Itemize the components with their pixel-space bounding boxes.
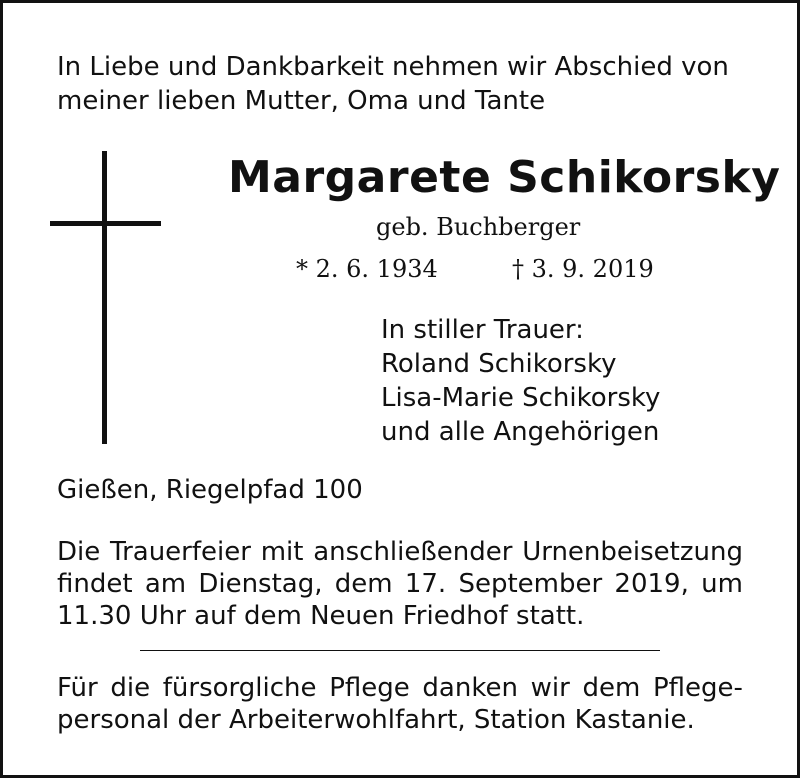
ceremony-line bbox=[57, 600, 743, 632]
word: dem bbox=[334, 569, 393, 599]
thanks-line bbox=[57, 704, 743, 736]
mourner-name: Lisa-Marie Schikorsky bbox=[381, 383, 661, 413]
mourners-relatives: und alle Angehörigen bbox=[381, 417, 660, 447]
divider-line bbox=[140, 650, 660, 651]
word: anschließender bbox=[313, 537, 513, 567]
word: danken bbox=[422, 673, 518, 703]
intro-line-1: In Liebe und Dankbarkeit nehmen wir Abschied von bbox=[57, 52, 729, 82]
word: die bbox=[110, 673, 151, 703]
ceremony-line bbox=[57, 568, 743, 600]
maiden-name: geb. Buchberger bbox=[376, 213, 581, 241]
word: Urnenbeisetzung bbox=[522, 537, 743, 567]
word: wir bbox=[530, 673, 570, 703]
thanks-paragraph bbox=[57, 672, 743, 736]
word: Pflege- bbox=[652, 673, 743, 703]
word: Die bbox=[57, 537, 101, 567]
word: findet bbox=[57, 569, 133, 599]
ceremony-line bbox=[57, 536, 743, 568]
word: Dienstag, bbox=[198, 569, 323, 599]
word: fürsorgliche bbox=[162, 673, 317, 703]
cross-icon-vertical bbox=[102, 151, 107, 444]
birth-date: * 2. 6. 1934 bbox=[296, 255, 438, 283]
word: am bbox=[144, 569, 187, 599]
word: Pflege bbox=[329, 673, 410, 703]
death-date: † 3. 9. 2019 bbox=[512, 255, 654, 283]
word: September bbox=[458, 569, 603, 599]
word: 17. bbox=[404, 569, 447, 599]
mourners-heading: In stiller Trauer: bbox=[381, 315, 584, 345]
thanks-line bbox=[57, 672, 743, 704]
address: Gießen, Riegelpfad 100 bbox=[57, 475, 363, 505]
deceased-name: Margarete Schikorsky bbox=[228, 152, 781, 203]
ceremony-paragraph bbox=[57, 536, 743, 632]
word: 2019, bbox=[614, 569, 689, 599]
word: Für bbox=[57, 673, 98, 703]
intro-line-2: meiner lieben Mutter, Oma und Tante bbox=[57, 86, 546, 116]
word: Trauerfeier bbox=[110, 537, 251, 567]
word: dem bbox=[582, 673, 641, 703]
mourner-name: Roland Schikorsky bbox=[381, 349, 617, 379]
word: um bbox=[701, 569, 743, 599]
cross-icon-horizontal bbox=[50, 221, 161, 226]
word: 11.30 Uhr auf dem Neuen Friedhof statt. bbox=[57, 601, 585, 631]
word: mit bbox=[260, 537, 304, 567]
word: personal der Arbeiterwohlfahrt, Station Kastanie. bbox=[57, 705, 695, 735]
